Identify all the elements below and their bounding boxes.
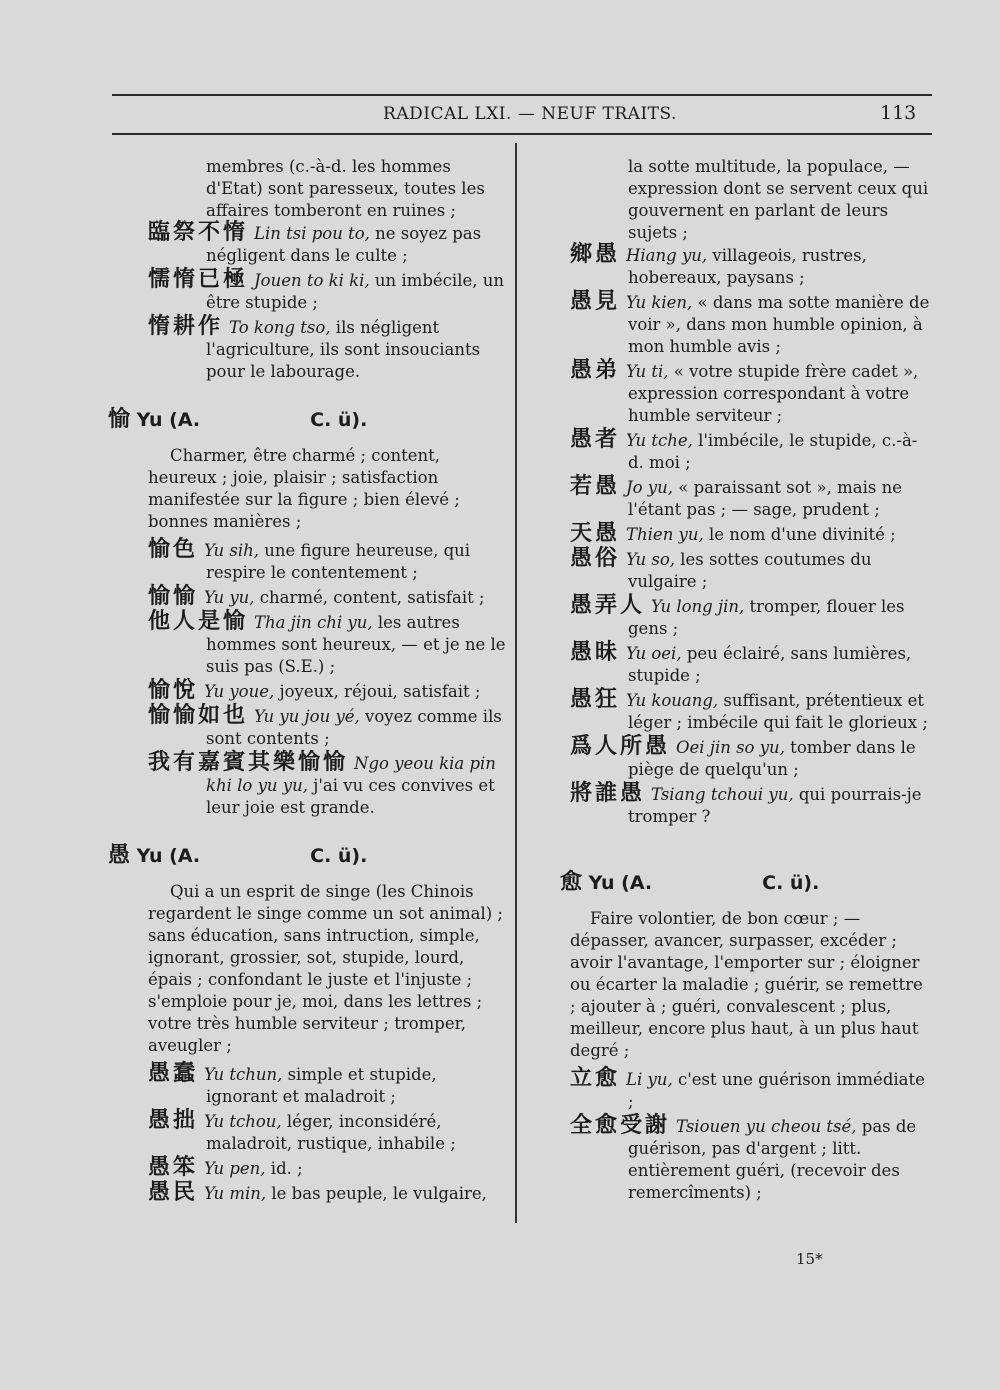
entry-text: léger, inconsidéré, maladroit, rustique, inhabile ; (206, 1112, 456, 1153)
entry-chinese: 若愚 (570, 474, 621, 499)
entry-chinese: 天愚 (570, 521, 621, 546)
entry-text: une figure heureuse, qui respire le contentement ; (206, 541, 471, 582)
entry-romanization: Yu sih, (204, 541, 259, 560)
entry-chinese: 他人是愉 (148, 609, 249, 634)
entry-text: c'est une guérison immédiate ; (628, 1070, 925, 1111)
entry-romanization: Yu long jin, (651, 597, 745, 616)
entry-chinese: 鄉愚 (570, 242, 621, 267)
entry-text: suffisant, prétentieux et léger ; imbécile qui fait le glorieux ; (628, 691, 928, 732)
running-head: RADICAL LXI. — NEUF TRAITS. (383, 104, 677, 124)
entry-chinese: 爲人所愚 (570, 734, 671, 759)
entry-romanization: Yu kouang, (626, 691, 719, 710)
entry-text: l'imbécile, le stupide, c.-à-d. moi ; (628, 431, 918, 472)
signature-mark: 15* (796, 1250, 823, 1268)
entry-romanization: Jo yu, (626, 478, 674, 497)
entry (108, 752, 508, 819)
entry (560, 1068, 932, 1113)
entry-text: ils négligent l'agriculture, ils sont insouciants pour le labourage. (206, 318, 481, 381)
entry-text: charmé, content, satisfait ; (254, 588, 485, 607)
entry-chinese: 全愈受謝 (570, 1113, 671, 1138)
headword-label: Yu (A. (136, 409, 201, 431)
entry-text: qui pourrais-je tromper ? (628, 785, 922, 826)
entry-text: le bas peuple, le vulgaire, (266, 1184, 487, 1203)
definition: Charmer, être charmé ; content, heureux ; joie, plaisir ; satisfaction manifestée sur la figure ; bien élevé ; bonnes manières ; (148, 446, 460, 531)
entry-text: le nom d'une divinité ; (703, 525, 896, 544)
page-number: 113 (880, 102, 917, 124)
column-divider (515, 143, 517, 1223)
entry-text: pas de guérison, pas d'argent ; litt. entièrement guéri, (recevoir des remercîments) ; (628, 1117, 917, 1202)
entry (560, 244, 932, 289)
entry (560, 476, 932, 521)
continuation-text: membres (c.-à-d. les hommes d'Etat) sont paresseux, toutes les affaires tomberont en ruines ; (206, 157, 485, 220)
entry-romanization: Oei jin so yu, (676, 738, 785, 757)
entry-chinese: 立愈 (570, 1066, 621, 1091)
entry-chinese: 愉愉如也 (148, 703, 249, 728)
entry-romanization: Yu yu, (204, 588, 255, 607)
headword-character: 愈 (560, 870, 583, 895)
entry-chinese: 愚俗 (570, 546, 621, 571)
entry-text: tomber dans le piège de quelqu'un ; (628, 738, 916, 779)
entry-romanization: Tha jin chi yu, (254, 613, 373, 632)
entry (560, 291, 932, 358)
entry-romanization: Yu ti, (626, 362, 669, 381)
entry-romanization: Yu so, (626, 550, 675, 569)
entry-chinese: 將誰愚 (570, 781, 646, 806)
entry (108, 539, 508, 584)
entry-text: voyez comme ils sont contents ; (206, 707, 502, 748)
entry-romanization: Lin tsi pou to, (254, 224, 370, 243)
entry (560, 523, 932, 546)
entry-text: peu éclairé, sans lumières, stupide ; (628, 644, 912, 685)
entry-romanization: Tsiang tchoui yu, (651, 785, 794, 804)
entry (560, 736, 932, 781)
entry-text: villageois, rustres, hobereaux, paysans ; (628, 246, 867, 287)
entry (108, 1063, 508, 1108)
entry-chinese: 懦惰已極 (148, 267, 249, 292)
headword-suffix: C. ü). (762, 872, 820, 894)
entry (108, 269, 508, 314)
entry (560, 642, 932, 687)
headword (560, 872, 932, 894)
entry (108, 680, 508, 703)
entry-chinese: 愚弟 (570, 358, 621, 383)
entry-romanization: To kong tso, (229, 318, 331, 337)
entry (560, 1115, 932, 1204)
entry-romanization: Yu pen, (204, 1159, 266, 1178)
entry (108, 316, 508, 383)
header-rule-bottom (112, 133, 932, 135)
entry-romanization: Yu youe, (204, 682, 275, 701)
entry-chinese: 愚笨 (148, 1155, 199, 1180)
entry-chinese: 愚昧 (570, 640, 621, 665)
entry-chinese: 愉色 (148, 537, 199, 562)
entry-romanization: Yu kien, (626, 293, 693, 312)
entry-chinese: 愚見 (570, 289, 621, 314)
entry-text: les sottes coutumes du vulgaire ; (628, 550, 872, 591)
headword-character: 愚 (108, 843, 131, 868)
right-column (560, 156, 932, 1206)
entry-chinese: 愉愉 (148, 584, 199, 609)
entry-text: tromper, flouer les gens ; (628, 597, 905, 638)
entry-romanization: Yu oei, (626, 644, 682, 663)
entry-text: simple et stupide, ignorant et maladroit ; (206, 1065, 437, 1106)
headword-label: Yu (A. (588, 872, 653, 894)
entry-chinese: 臨祭不惰 (148, 220, 249, 245)
entry (108, 1157, 508, 1180)
entry (108, 586, 508, 609)
entry (560, 689, 932, 734)
entry (108, 1182, 508, 1205)
entry-romanization: Tsiouen yu cheou tsé, (676, 1117, 857, 1136)
entry-romanization: Yu tche, (626, 431, 693, 450)
entry-text: id. ; (265, 1159, 303, 1178)
entry-chinese: 愚民 (148, 1180, 199, 1205)
headword-suffix: C. ü). (310, 409, 368, 431)
entry (108, 222, 508, 267)
continuation-text: la sotte multitude, la populace, — expression dont se servent ceux qui gouvernent en parlant de leurs sujets ; (628, 157, 929, 242)
entry-romanization: Yu tchou, (204, 1112, 282, 1131)
left-column (108, 156, 508, 1207)
headword-suffix: C. ü). (310, 845, 368, 867)
entry-romanization: Li yu, (626, 1070, 673, 1089)
entry-romanization: Jouen to ki ki, (254, 271, 370, 290)
entry (560, 595, 932, 640)
entry-text: un imbécile, un être stupide ; (206, 271, 504, 312)
entry (560, 429, 932, 474)
entry (560, 360, 932, 427)
entry-romanization: Yu min, (204, 1184, 267, 1203)
entry (108, 705, 508, 750)
entry (560, 548, 932, 593)
header-rule-top (112, 94, 932, 96)
entry-text: j'ai vu ces convives et leur joie est grande. (206, 776, 495, 817)
entry-romanization: Yu tchun, (204, 1065, 283, 1084)
entry-text: « votre stupide frère cadet », expression correspondant à votre humble serviteur ; (628, 362, 919, 425)
entry-romanization: Hiang yu, (626, 246, 708, 265)
entry-chinese: 愚者 (570, 427, 621, 452)
entry-romanization: Ngo yeou kia pin khi lo yu yu, (206, 754, 496, 795)
headword (108, 845, 508, 867)
entry-romanization: Thien yu, (626, 525, 704, 544)
entry-text: « dans ma sotte manière de voir », dans mon humble opinion, à mon humble avis ; (628, 293, 930, 356)
definition: Faire volontier, de bon cœur ; — dépasser, avancer, surpasser, excéder ; avoir l'avantage, l'emporter sur ; éloigner ou écarter la maladie ; guérir, se remettre ; ajouter à ; guéri, convalescent ; plus, meilleur, encore plus haut, à un plus haut degré ; (570, 909, 923, 1060)
headword-label: Yu (A. (136, 845, 201, 867)
entry-romanization: Yu yu jou yé, (254, 707, 360, 726)
headword (108, 409, 508, 431)
entry-chinese: 我有嘉賓其樂愉愉 (148, 750, 349, 775)
entry (560, 783, 932, 828)
entry-chinese: 愚弄人 (570, 593, 646, 618)
entry-text: « paraissant sot », mais ne l'étant pas ; — sage, prudent ; (628, 478, 903, 519)
entry-text: les autres hommes sont heureux, — et je ne le suis pas (S.E.) ; (206, 613, 506, 676)
entry-text: joyeux, réjoui, satisfait ; (274, 682, 481, 701)
entry-chinese: 愚狂 (570, 687, 621, 712)
entry (108, 1110, 508, 1155)
definition: Qui a un esprit de singe (les Chinois regardent le singe comme un sot animal) ; sans éducation, sans intruction, simple, ignorant, grossier, sot, stupide, lourd, épais ; confondant le juste et l'injuste ; s'emploie pour je, moi, dans les lettres ; votre très humble serviteur ; tromper, aveugler ; (148, 882, 503, 1055)
headword-character: 愉 (108, 407, 131, 432)
entry-chinese: 惰耕作 (148, 314, 224, 339)
entry-chinese: 愚拙 (148, 1108, 199, 1133)
entry (108, 611, 508, 678)
entry-chinese: 愉悅 (148, 678, 199, 703)
entry-text: ne soyez pas négligent dans le culte ; (206, 224, 482, 265)
entry-chinese: 愚蠢 (148, 1061, 199, 1086)
